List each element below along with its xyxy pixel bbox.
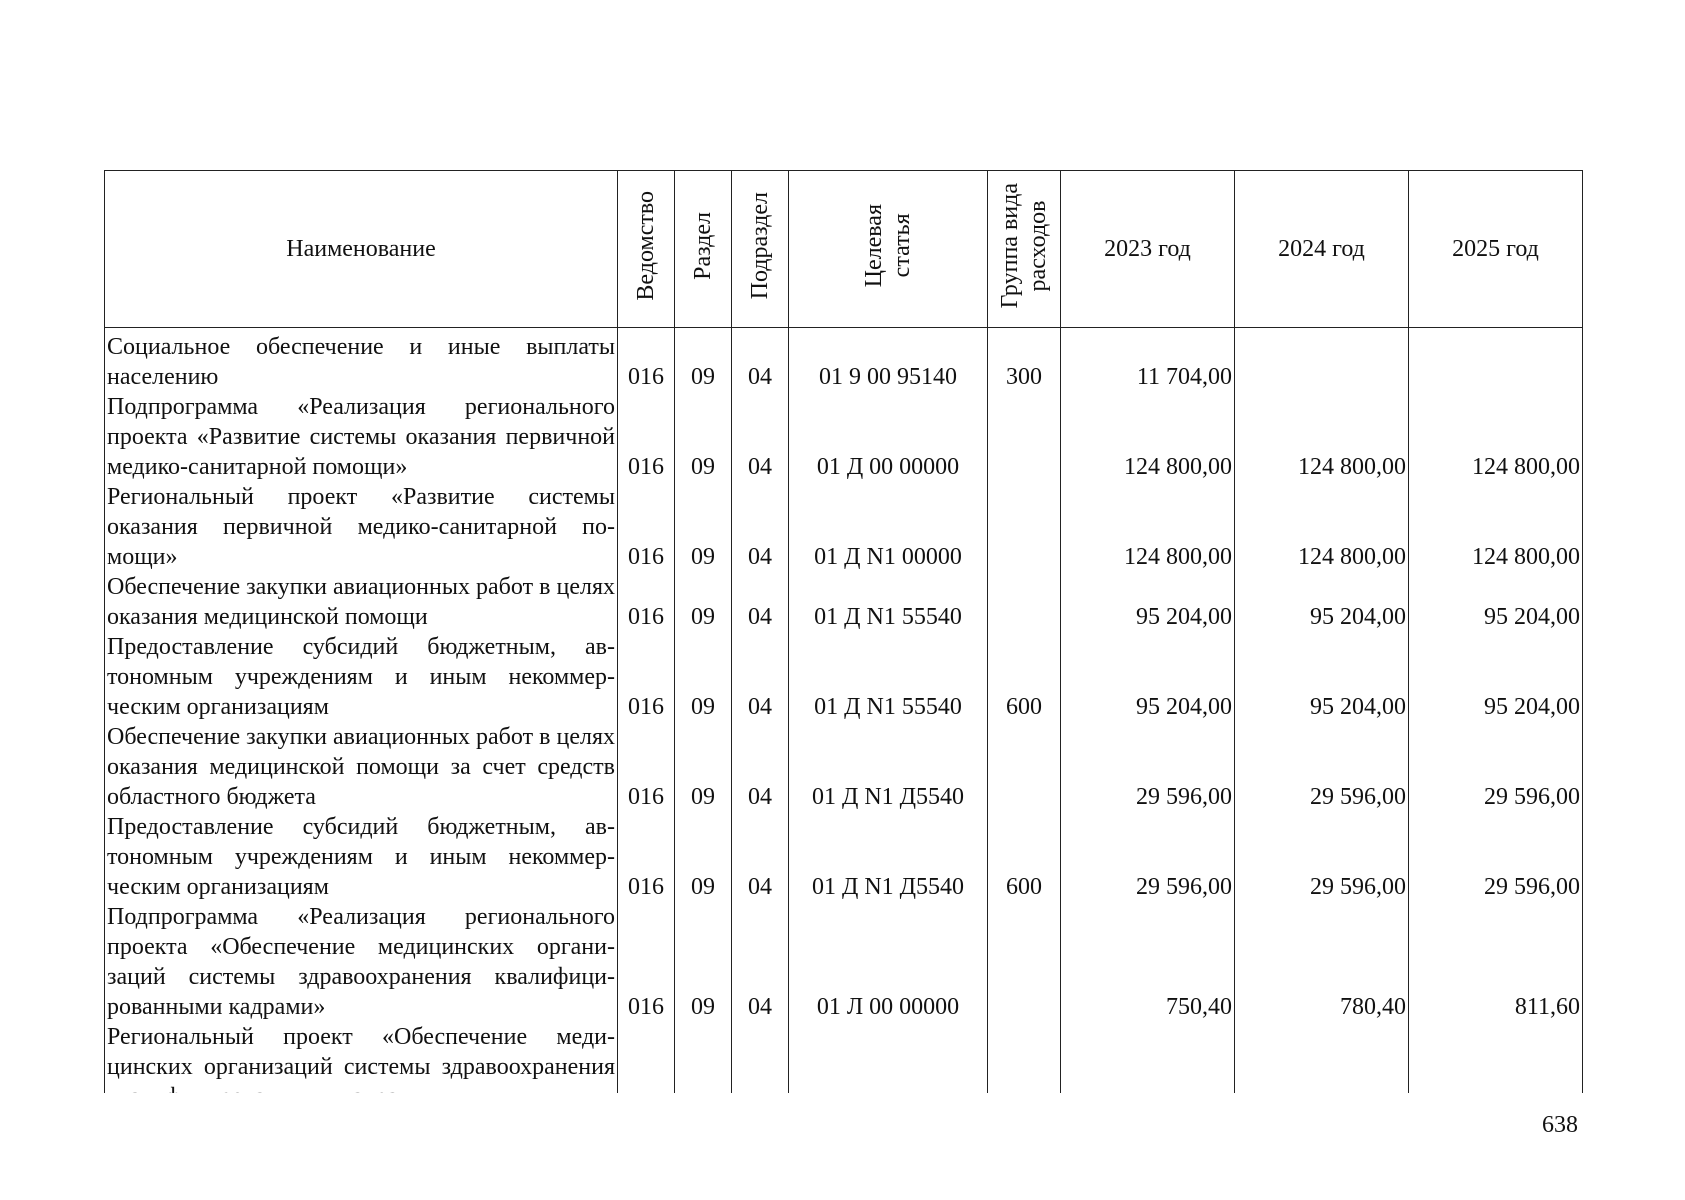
cell-2025: 29 596,00 (1409, 812, 1583, 902)
cell-vedomstvo: 016 (618, 722, 675, 812)
cell-2024 (1235, 328, 1409, 393)
cell-2023: 29 596,00 (1061, 722, 1235, 812)
cell-gruppa-vida-raskhodov (988, 482, 1061, 572)
cell-podrazdel: 04 (732, 572, 789, 632)
header-podrazdel: Подраздел (732, 171, 789, 328)
table-row (105, 328, 1583, 393)
page-number: 638 (1542, 1112, 1578, 1138)
cell-name: Региональный проект «Обеспечение медицинских организаций системы здравоохранения (105, 1022, 618, 1112)
cell-name: Предоставление субсидий бюджетным, автономным учреждениям и иным некоммерческим организациям (105, 632, 618, 722)
cell-name: Подпрограмма «Реализация регионального проекта «Обеспечение медицинских организаций системы здравоохранения квалифицированными кадрами» (105, 902, 618, 1022)
header-gruppa-vida-raskhodov: Группа вида расходов (988, 171, 1061, 328)
cell-tselevaya-statya: 01 Д N1 Д5540 (789, 812, 988, 902)
cell-vedomstvo: 016 (618, 482, 675, 572)
cell-2023: 95 204,00 (1061, 572, 1235, 632)
cell-razdel: 09 (675, 392, 732, 482)
cell-razdel: 09 (675, 632, 732, 722)
table-row (105, 572, 1583, 632)
cell-razdel: 09 (675, 722, 732, 812)
table-header-row (105, 171, 1583, 328)
cell-gruppa-vida-raskhodov (988, 722, 1061, 812)
cell-podrazdel: 04 (732, 812, 789, 902)
table-row (105, 902, 1583, 1022)
cell-razdel: 09 (675, 572, 732, 632)
cell-2024: 29 596,00 (1235, 812, 1409, 902)
header-name: Наименование (105, 171, 618, 328)
cell-2023: 95 204,00 (1061, 632, 1235, 722)
cell-2024: 95 204,00 (1235, 632, 1409, 722)
cell-2024: 95 204,00 (1235, 572, 1409, 632)
cell-2023: 124 800,00 (1061, 482, 1235, 572)
cell-tselevaya-statya: 01 9 00 95140 (789, 328, 988, 393)
cell-podrazdel: 04 (732, 632, 789, 722)
cell-podrazdel: 04 (732, 902, 789, 1022)
cell-2024: 780,40 (1235, 902, 1409, 1022)
cell-gruppa-vida-raskhodov: 600 (988, 632, 1061, 722)
cell-2025: 124 800,00 (1409, 392, 1583, 482)
cell-2025: 811,60 (1409, 902, 1583, 1022)
cell-tselevaya-statya: 01 Д N1 55540 (789, 572, 988, 632)
budget-table (104, 170, 1583, 1112)
page-cut-mask (100, 1093, 1590, 1123)
table-row (105, 632, 1583, 722)
cell-vedomstvo: 016 (618, 328, 675, 393)
cell-razdel: 09 (675, 482, 732, 572)
cell-name: Подпрограмма «Реализация регионального проекта «Развитие системы оказания первичной медико-санитарной помощи» (105, 392, 618, 482)
cell-tselevaya-statya: 01 Д 00 00000 (789, 392, 988, 482)
cell-name: Региональный проект «Развитие системы оказания первичной медико-санитарной помощи» (105, 482, 618, 572)
cell-razdel: 09 (675, 328, 732, 393)
table-row (105, 812, 1583, 902)
cell-2025: 95 204,00 (1409, 572, 1583, 632)
cell-tselevaya-statya: 01 Л 00 00000 (789, 902, 988, 1022)
cell-podrazdel: 04 (732, 328, 789, 393)
cell-2024: 29 596,00 (1235, 722, 1409, 812)
header-2023: 2023 год (1061, 171, 1235, 328)
cell-razdel: 09 (675, 902, 732, 1022)
cell-razdel: 09 (675, 812, 732, 902)
cell-2024: 124 800,00 (1235, 392, 1409, 482)
cell-vedomstvo: 016 (618, 572, 675, 632)
header-tselevaya-statya: Целевая статья (789, 171, 988, 328)
cell-name: Социальное обеспечение и иные выплаты населению (105, 328, 618, 393)
cell-2025: 29 596,00 (1409, 722, 1583, 812)
cell-podrazdel: 04 (732, 722, 789, 812)
cell-gruppa-vida-raskhodov (988, 392, 1061, 482)
cell-gruppa-vida-raskhodov: 300 (988, 328, 1061, 393)
table-row (105, 392, 1583, 482)
cell-name: Обеспечение закупки авиационных работ в целях оказания медицинской помощи (105, 572, 618, 632)
cell-2023: 750,40 (1061, 902, 1235, 1022)
cell-vedomstvo: 016 (618, 632, 675, 722)
cell-vedomstvo: 016 (618, 902, 675, 1022)
cell-2025: 124 800,00 (1409, 482, 1583, 572)
cell-podrazdel: 04 (732, 482, 789, 572)
cell-2023: 124 800,00 (1061, 392, 1235, 482)
cell-name: Обеспечение закупки авиационных работ в целях оказания медицинской помощи за счет средств областного бюджета (105, 722, 618, 812)
header-2025: 2025 год (1409, 171, 1583, 328)
table-row (105, 482, 1583, 572)
header-2024: 2024 год (1235, 171, 1409, 328)
cell-vedomstvo: 016 (618, 812, 675, 902)
cell-gruppa-vida-raskhodov (988, 572, 1061, 632)
cell-gruppa-vida-raskhodov (988, 902, 1061, 1022)
cell-vedomstvo: 016 (618, 392, 675, 482)
cell-2025 (1409, 328, 1583, 393)
cell-2023: 11 704,00 (1061, 328, 1235, 393)
cell-name: Предоставление субсидий бюджетным, автономным учреждениям и иным некоммерческим организациям (105, 812, 618, 902)
cell-gruppa-vida-raskhodov: 600 (988, 812, 1061, 902)
cell-podrazdel: 04 (732, 392, 789, 482)
cell-tselevaya-statya: 01 Д N1 55540 (789, 632, 988, 722)
cell-tselevaya-statya: 01 Д N1 Д5540 (789, 722, 988, 812)
header-razdel: Раздел (675, 171, 732, 328)
table-row (105, 722, 1583, 812)
cell-2025: 95 204,00 (1409, 632, 1583, 722)
header-vedomstvo: Ведомство (618, 171, 675, 328)
cell-2023: 29 596,00 (1061, 812, 1235, 902)
cell-2024: 124 800,00 (1235, 482, 1409, 572)
cell-tselevaya-statya: 01 Д N1 00000 (789, 482, 988, 572)
